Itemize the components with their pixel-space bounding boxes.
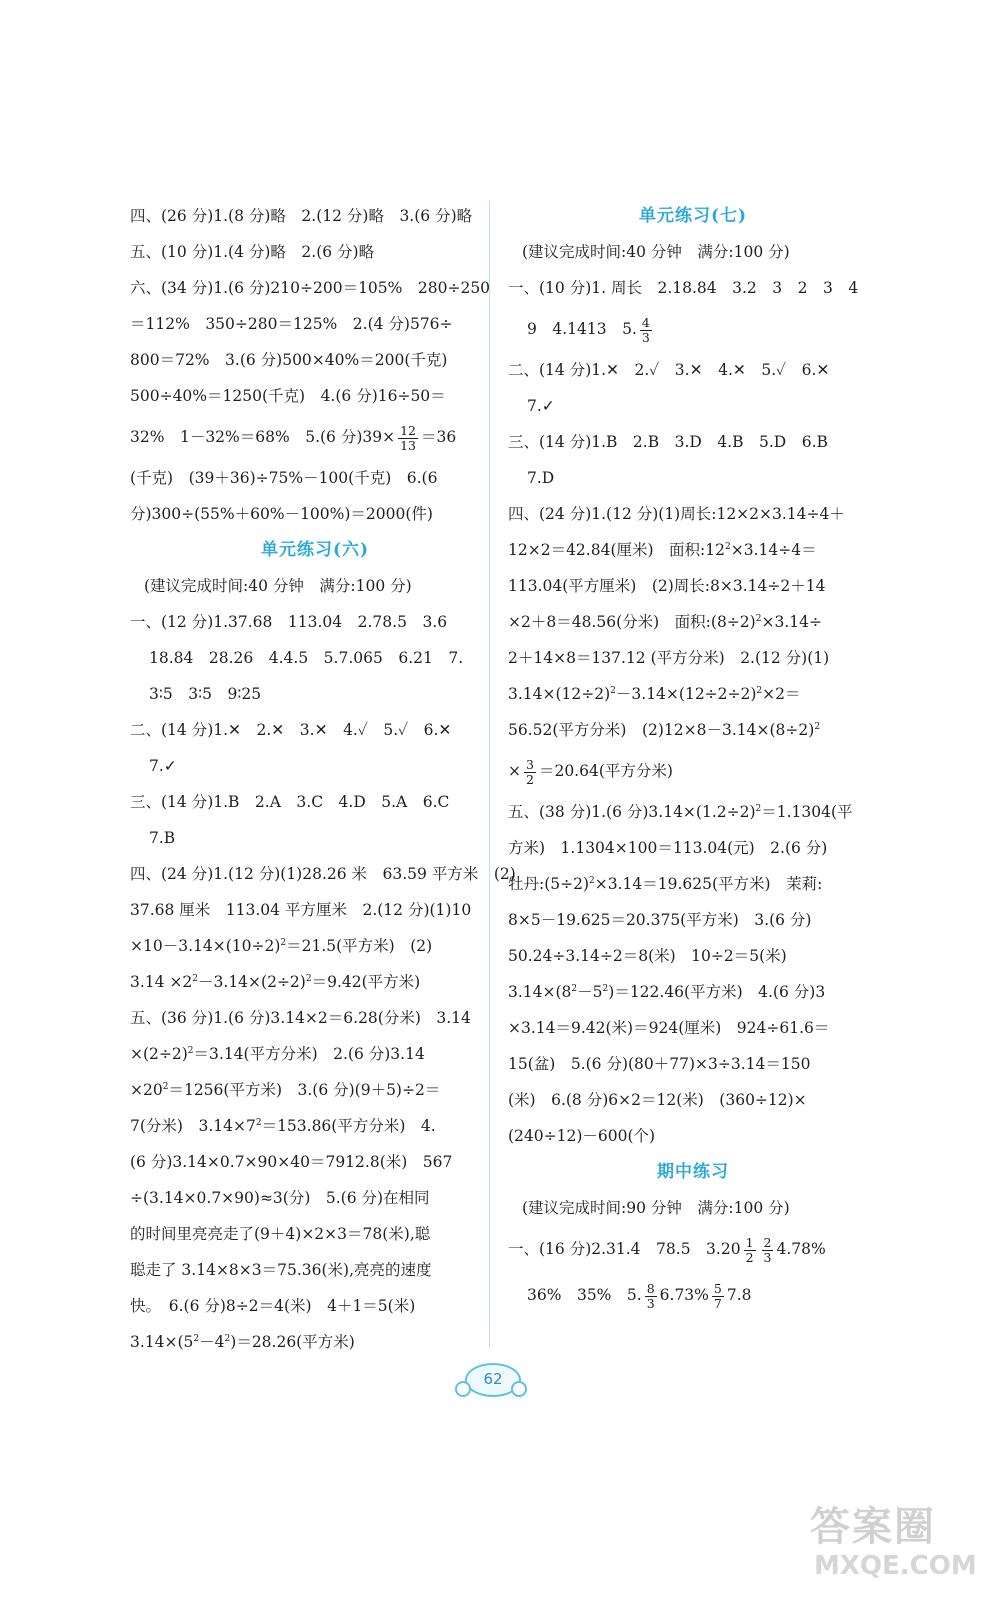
answer-line: 7.B [149, 829, 176, 847]
answer-line: 56.52(平方分米) $(2)12\times 8-3.14\times(8\div 2)^2$ [508, 721, 821, 739]
fraction: $\frac{12}{13}$ [400, 423, 417, 453]
right-column [508, 198, 878, 1318]
answer-line: $\times 10-3.14\times(10\div 2)^2=21.5$(平方米) (2) [130, 937, 433, 955]
answer-line: (米) 6.(8 分)6×2＝12(米) (360÷12)× [508, 1091, 807, 1109]
answer-line: 36% 35% 5. $\frac{8}{3}$ 6.73% $\frac{5}{7}$ 7.8 [527, 1281, 752, 1311]
answer-line: 四、(24 分)1.(12 分)(1)周长:12×2×3.14÷4＋ [508, 505, 845, 523]
answer-line: 一、(10 分)1. 周长 2.18.84 3.2 3 2 3 4 [508, 279, 859, 297]
answer-line: (6 分)3.14×0.7×90×40＝7912.8(米) 567 [130, 1153, 453, 1171]
answer-line: 四、(24 分)1.(12 分)(1)28.26 米 63.59 平方米 (2) [130, 865, 516, 883]
watermark-logo: 答案圈 [810, 1504, 936, 1550]
answer-line: 7.✓ [149, 757, 177, 775]
fraction: $\frac{8}{3}$ [646, 1281, 655, 1311]
answer-line: 7(分米) $3.14\times 7^2=153.86$(平方分米) 4. [130, 1117, 436, 1135]
section-note: (建议完成时间:40 分钟 满分:100 分) [522, 243, 790, 261]
answer-line: ×3.14＝9.42(米)＝924(厘米) 924÷61.6＝ [508, 1019, 830, 1037]
watermark-url: MXQE.COM [814, 1551, 977, 1581]
answer-line: 六、(34 分)1.(6 分)210÷200＝105% 280÷250 [130, 279, 491, 297]
answer-line: 分)300÷(55%＋60%－100%)＝2000(件) [130, 505, 433, 523]
answer-line: × $\frac{3}{2}$ ＝20.64(平方分米) [508, 757, 673, 787]
page-number: 62 [483, 1370, 503, 1388]
answer-line: 三、(14 分)1.B 2.A 3.C 4.D 5.A 6.C [130, 793, 450, 811]
answer-line: 五、(10 分)1.(4 分)略 2.(6 分)略 [130, 243, 375, 261]
answer-line: 37.68 厘米 113.04 平方厘米 2.(12 分)(1)10 [130, 901, 472, 919]
answer-line: 15(盆) 5.(6 分)(80＋77)×3÷3.14＝150 [508, 1055, 811, 1073]
answer-line: 2＋14×8＝137.12 (平方分米) 2.(12 分)(1) [508, 649, 830, 667]
answer-line: 500÷40%＝1250(千克) 4.(6 分)16÷50＝ [130, 387, 446, 405]
answer-line: ÷(3.14×0.7×90)≈3(分) 5.(6 分)在相同 [130, 1189, 430, 1207]
answer-line: 聪走了 3.14×8×3＝75.36(米),亮亮的速度 [130, 1261, 432, 1279]
left-column [130, 198, 516, 1360]
answer-line: 快。 6.(6 分)8÷2＝4(米) 4＋1＝5(米) [130, 1297, 416, 1315]
answer-line: $3.14 \times 2^2-3.14\times(2\div 2)^2=9.42$(平方米) [130, 973, 421, 991]
answer-line: 7.✓ [527, 397, 555, 415]
answer-line: (240÷12)－600(个) [508, 1127, 656, 1145]
answer-line: 12×2＝42.84(厘米) 面积$:12^2\times 3.14\div 4=$ [508, 541, 817, 559]
fraction: $\frac{2}{3}$ [763, 1235, 772, 1265]
answer-line: $3.14\times(5^2-4^2)=28.26$(平方米) [130, 1333, 355, 1351]
section-title: 期中练习 [657, 1162, 729, 1182]
fraction: $\frac{4}{3}$ [641, 315, 650, 345]
answer-line: 二、(14 分)1.✕ 2.✓ 3.✕ 4.✕ 5.✓ 6.✕ [508, 361, 830, 379]
column-divider [489, 200, 490, 1348]
answer-line: ×2＋8＝48.56(分米) 面积$:(8\div 2)^2\times 3.14\div$ [508, 613, 822, 631]
answer-line: 三、(14 分)1.B 2.B 3.D 4.B 5.D 6.B [508, 433, 828, 451]
section-title: 单元练习(七) [638, 206, 748, 226]
answer-line: 113.04(平方厘米) (2)周长:8×3.14÷2＋14 [508, 577, 826, 595]
answer-line: 的时间里亮亮走了(9＋4)×2×3＝78(米),聪 [130, 1225, 431, 1243]
answer-line: $3.14\times(12\div 2)^2-3.14\times(12\div 2\div 2)^2\times 2=$ [508, 685, 801, 703]
answer-line: 牡丹$:(5\div 2)^2\times 3.14=19.625$(平方米) 茉莉: [508, 875, 823, 893]
fraction: $\frac{3}{2}$ [526, 757, 534, 787]
answer-line: 800＝72% 3.(6 分)500×40%＝200(千克) [130, 351, 448, 369]
fraction: $\frac{5}{7}$ [713, 1281, 722, 1311]
section-note: (建议完成时间:90 分钟 满分:100 分) [522, 1199, 790, 1217]
answer-line: ＝112% 350÷280＝125% 2.(4 分)576÷ [130, 315, 453, 333]
answer-line: 9 4.1413 5. $\frac{4}{3}$ [527, 315, 650, 345]
fraction: $\frac{1}{2}$ [745, 1235, 754, 1265]
answer-line: 一、(16 分)2.31.4 78.5 3.20 $\frac{1}{2}$ $\frac{2}{3}$ 4.78% [508, 1235, 826, 1265]
answer-line: 四、(26 分)1.(8 分)略 2.(12 分)略 3.(6 分)略 [130, 207, 473, 225]
site-watermark [808, 1493, 992, 1597]
answer-line: 7.D [527, 469, 555, 487]
answer-line: 五、(38 分)1.(6 分)$3.14\times(1.2\div 2)^2=1.1304$(平 [508, 803, 853, 821]
answer-line: 50.24÷3.14÷2＝8(米) 10÷2＝5(米) [508, 947, 787, 965]
section-title: 单元练习(六) [260, 540, 370, 560]
answer-line: (千克) (39＋36)÷75%－100(千克) 6.(6 [130, 469, 438, 487]
answer-line: 32% 1－32%＝68% 5.(6 分)39× $\frac{12}{13}$ ＝36 [130, 423, 457, 453]
section-note: (建议完成时间:40 分钟 满分:100 分) [144, 577, 412, 595]
answer-line: 一、(12 分)1.37.68 113.04 2.78.5 3.6 [130, 613, 448, 631]
answer-line: $\times(2\div 2)^2=3.14$(平方分米) 2.(6 分)3.14 [130, 1045, 425, 1063]
answer-line: 18.84 28.26 4.4.5 5.7.065 6.21 7. [149, 649, 464, 667]
answer-line: 3∶5 3∶5 9∶25 [149, 685, 262, 703]
answer-line: 二、(14 分)1.✕ 2.✕ 3.✕ 4.✓ 5.✓ 6.✕ [130, 721, 452, 739]
answer-line: 五、(36 分)1.(6 分)3.14×2＝6.28(分米) 3.14 [130, 1009, 471, 1027]
answer-line: $3.14\times(8^2-5^2)=122.46$(平方米) 4.(6 分)3 [508, 983, 826, 1001]
answer-line: 方米) 1.1304×100＝113.04(元) 2.(6 分) [508, 839, 828, 857]
answer-line: 8×5－19.625＝20.375(平方米) 3.(6 分) [508, 911, 812, 929]
answer-line: $\times 20^2=1256$(平方米) 3.(6 分)(9＋5)÷2＝ [130, 1081, 441, 1099]
page-number-badge [455, 1359, 527, 1399]
